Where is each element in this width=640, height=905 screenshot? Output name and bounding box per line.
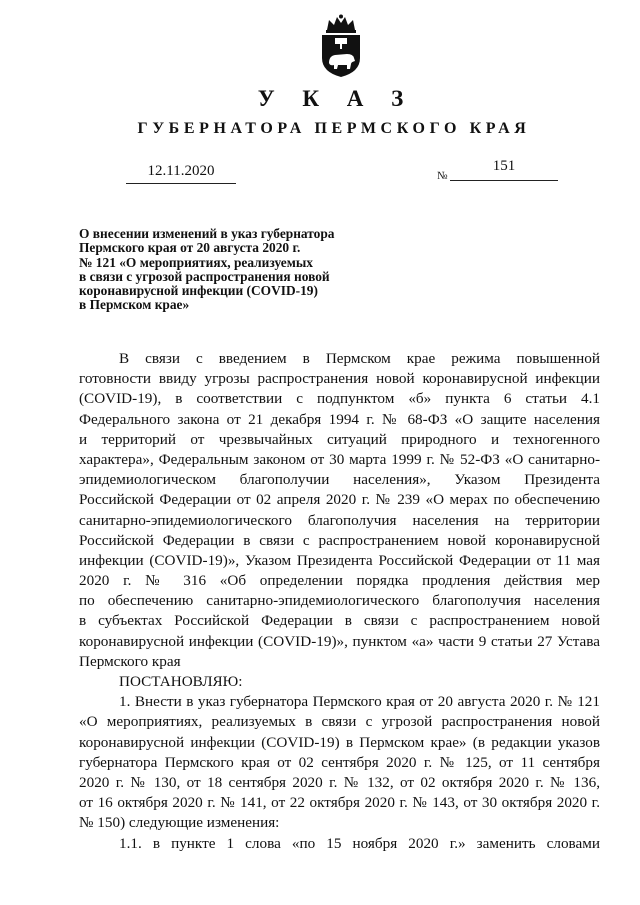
document-type: У К А З: [257, 86, 415, 111]
subject-line: в связи с угрозой распространения новой: [79, 268, 330, 284]
issuer: ГУБЕРНАТОРА ПЕРМСКОГО КРАЯ: [137, 120, 531, 137]
document-number: 151: [450, 158, 558, 181]
coat-of-arms-icon: [318, 14, 364, 78]
number-label: №: [437, 170, 448, 182]
body-line: Российской Федерации в связи с распространением новой коронавирусной: [79, 531, 600, 549]
body-line: эпидемиологическом благополучии населения», Указом Президента: [79, 471, 600, 489]
body-line: коронавирусной инфекции (COVID-19)», пунктом «а» части 9 статьи 27 Устава: [79, 632, 600, 650]
subject-line: О внесении изменений в указ губернатора: [79, 226, 335, 241]
subject-line: № 121 «О мероприятиях, реализуемых: [79, 254, 313, 270]
body-line: 1.1. в пункте 1 слова «по 15 ноября 2020 г.» заменить словами: [119, 834, 600, 852]
body-line: № 150) следующие изменения:: [79, 814, 280, 832]
document-body: [79, 349, 600, 854]
body-line: Федерального закона от 21 декабря 1994 г. № 68-ФЗ «О защите населения: [79, 410, 600, 428]
body-line: в субъектах Российской Федерации в связи с распространением новой: [79, 612, 600, 630]
body-line: Пермского края: [79, 652, 181, 670]
document-subject: [79, 227, 399, 313]
subject-line: коронавирусной инфекции (COVID-19): [79, 283, 318, 299]
body-line: санитарно-эпидемиологического благополучия населения на территории: [79, 511, 600, 529]
body-line: Российской Федерации от 02 апреля 2020 г. № 239 «О мерах по обеспечению: [79, 491, 600, 509]
body-line: В связи с введением в Пермском крае режима повышенной: [119, 350, 600, 367]
body-line: 1. Внести в указ губернатора Пермского края от 20 августа 2020 г. № 121: [119, 693, 600, 711]
body-line: 2020 г. № 316 «Об определении порядка продления действия мер: [79, 572, 600, 590]
body-line: от 16 октября 2020 г. № 141, от 22 октября 2020 г. № 143, от 30 октября 2020 г.: [79, 794, 600, 812]
body-line: «О мероприятиях, реализуемых в связи с угрозой распространения новой: [79, 713, 600, 731]
body-line: коронавирусной инфекции (COVID-19) в Пермском крае» (в редакции указов: [79, 733, 600, 751]
subject-line: Пермского края от 20 августа 2020 г.: [79, 240, 301, 256]
subject-line: в Пермском крае»: [79, 297, 190, 313]
body-line: и территорий от чрезвычайных ситуаций природного и техногенного: [79, 430, 600, 448]
body-line: по обеспечению санитарно-эпидемиологического благополучия населения: [79, 592, 600, 610]
body-line: инфекции (COVID-19)», Указом Президента Российской Федерации от 11 мая: [79, 551, 600, 569]
document-date: 12.11.2020: [126, 163, 236, 184]
body-line: характера», Федеральным законом от 30 марта 1999 г. № 52-ФЗ «О санитарно-: [79, 450, 600, 468]
body-line: готовности ввиду угрозы распространения новой коронавирусной инфекции: [79, 370, 600, 388]
body-line: (COVID-19), в соответствии с подпунктом «б» пункта 6 статьи 4.1: [79, 390, 600, 408]
decree-keyword: ПОСТАНОВЛЯЮ:: [119, 673, 243, 690]
body-line: 2020 г. № 130, от 18 сентября 2020 г. № 132, от 02 октября 2020 г. № 136,: [79, 773, 600, 791]
body-line: губернатора Пермского края от 02 сентября 2020 г. № 125, от 11 сентября: [79, 753, 600, 771]
